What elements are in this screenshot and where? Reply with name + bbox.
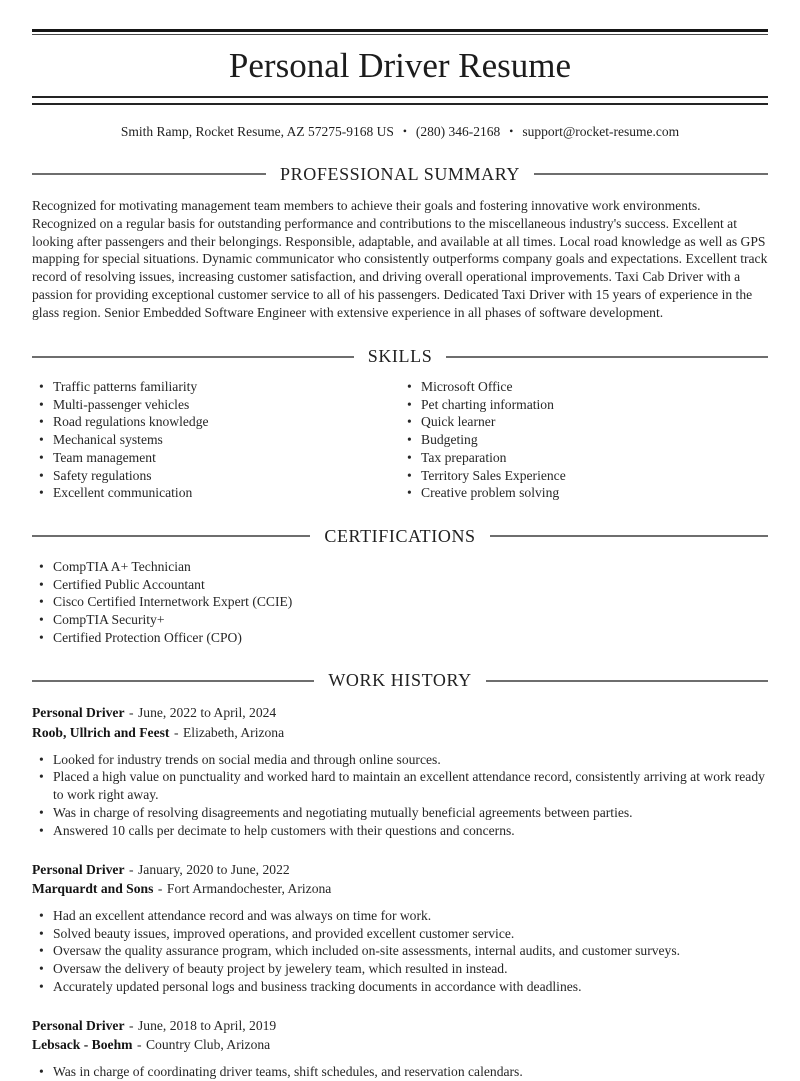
skill-item: • Budgeting [400,431,768,449]
job-company-separator: - [173,725,179,741]
job-bullet: • Had an excellent attendance record and was always on time for work. [32,907,768,925]
job-dates: June, 2022 to April, 2024 [138,705,277,721]
skill-item: • Safety regulations [32,467,400,485]
job-location: Fort Armandochester, Arizona [166,881,332,897]
job-dates: January, 2020 to June, 2022 [138,861,290,877]
summary-heading: PROFESSIONAL SUMMARY [280,163,520,184]
job-company-line [32,723,768,743]
job-entry [32,703,768,839]
job-location: Elizabeth, Arizona [182,725,285,741]
skill-item: • Pet charting information [400,396,768,414]
skills-list-right [400,378,768,502]
job-bullet: • Oversaw the delivery of beauty project by jewelery team, which resulted in instead. [32,960,768,978]
certification-item: • CompTIA A+ Technician [32,558,768,576]
skills-heading: SKILLS [367,346,433,367]
contact-separator-dot: • [509,125,514,138]
job-title-line [32,1016,768,1036]
skill-item: • Road regulations knowledge [32,413,400,431]
job-bullet: • Oversaw the quality assurance program, which included on-site assessments, internal audits, and customer surveys. [32,942,768,960]
job-bullet: • Solved beauty issues, improved operations, and provided excellent customer service. [32,925,768,943]
skill-item: • Excellent communication [32,484,400,502]
contact-phone: (280) 346-2168 [415,123,501,139]
certification-item: • Certified Public Accountant [32,576,768,594]
job-company-line [32,1035,768,1055]
job-entry [32,1016,768,1081]
skill-item: • Microsoft Office [400,378,768,396]
section-header-work-history [32,670,768,691]
header-rule-left [32,173,266,175]
job-title-line [32,860,768,880]
contact-address: Smith Ramp, Rocket Resume, AZ 57275-9168 US [120,123,394,139]
job-company-line [32,879,768,899]
skill-item: • Creative problem solving [400,484,768,502]
section-header-summary [32,164,768,185]
job-location: Country Club, Arizona [145,1037,271,1053]
section-header-certifications [32,526,768,547]
certification-item: • CompTIA Security+ [32,611,768,629]
work-history-list [32,703,768,1080]
contact-line [32,124,768,140]
job-title-separator: - [128,861,134,877]
job-title-separator: - [128,705,134,721]
job-title-separator: - [128,1017,134,1033]
summary-paragraph: Recognized for motivating management team members to achieve their goals and fostering innovative work environments. Recognized on a regular basis for outstanding performance and contributions to the miscellaneous industry's success. Excellent at looking after passengers and their belongings. Responsible, adaptable, and available at all times. Local road knowledge as well as GPS mapping for special situations. Dynamic communicator who consistently outperforms company goals and expectations. Excellent track record of resolving issues, increasing customer satisfaction, and driving overall operational improvements. Taxi Cab Driver with a passion for providing exceptional customer service to all of his passengers. Dedicated Taxi Driver with 15 years of experience in the glass region. Senior Embedded Software Engineer with extensive experience in all phases of software development. [32,197,768,321]
job-dates: June, 2018 to April, 2019 [138,1017,277,1033]
header-rule-left [32,680,314,682]
title-bottom-double-rule [32,96,768,105]
skill-item: • Team management [32,449,400,467]
job-title-line [32,703,768,723]
skill-item: • Tax preparation [400,449,768,467]
job-company-separator: - [136,1037,142,1053]
job-bullet: • Was in charge of resolving disagreements and negotiating mutually beneficial agreements between parties. [32,804,768,822]
certification-item: • Certified Protection Officer (CPO) [32,629,768,647]
job-company: Roob, Ullrich and Feest [32,725,170,741]
job-entry [32,860,768,996]
skill-item: • Quick learner [400,413,768,431]
work-history-heading: WORK HISTORY [328,670,472,691]
top-double-rule [32,29,768,35]
skills-list-left [32,378,400,502]
contact-separator-dot: • [402,125,407,138]
section-header-skills [32,346,768,367]
job-bullet: • Placed a high value on punctuality and worked hard to maintain an excellent attendance record, consistently arriving at work ready to work right away. [32,768,768,804]
job-bullet: • Answered 10 calls per decimate to help customers with their questions and concerns. [32,822,768,840]
contact-email: support@rocket-resume.com [522,123,680,139]
skill-item: • Traffic patterns familiarity [32,378,400,396]
header-rule-right [486,680,768,682]
header-rule-left [32,535,310,537]
job-bullet-list [32,751,768,840]
certification-item: • Cisco Certified Internetwork Expert (CCIE) [32,593,768,611]
job-company: Marquardt and Sons [32,881,154,897]
skill-item: • Mechanical systems [32,431,400,449]
job-bullet-list [32,907,768,996]
job-bullet: • Accurately updated personal logs and business tracking documents in accordance with deadlines. [32,978,768,996]
header-rule-left [32,356,354,358]
skill-item: • Multi-passenger vehicles [32,396,400,414]
header-rule-right [534,173,768,175]
certifications-heading: CERTIFICATIONS [324,525,476,546]
job-title: Personal Driver [32,705,125,721]
job-bullet: • Looked for industry trends on social media and through online sources. [32,751,768,769]
header-rule-right [446,356,768,358]
skills-columns [32,367,768,502]
job-company: Lebsack - Boehm [32,1037,133,1053]
job-title: Personal Driver [32,1017,125,1033]
page-title: Personal Driver Resume [228,46,572,85]
certifications-list [32,558,768,647]
job-bullet-list [32,1063,768,1081]
header-rule-right [490,535,768,537]
job-bullet: • Was in charge of coordinating driver teams, shift schedules, and reservation calendars. [32,1063,768,1081]
skill-item: • Territory Sales Experience [400,467,768,485]
job-title: Personal Driver [32,861,125,877]
job-company-separator: - [157,881,163,897]
